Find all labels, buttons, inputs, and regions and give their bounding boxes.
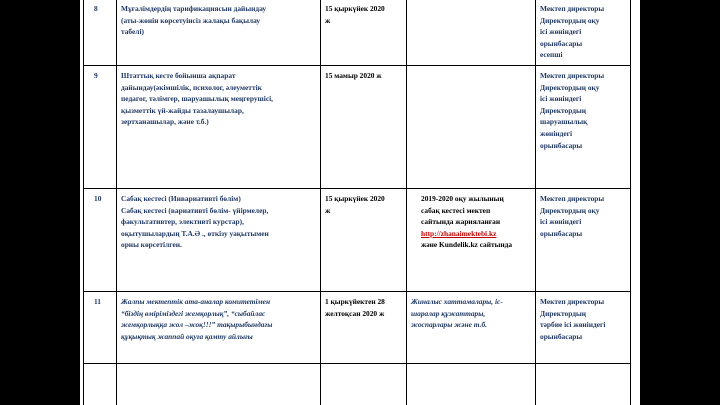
responsible-line: орынбасары	[540, 331, 583, 341]
task-cell	[117, 292, 321, 364]
responsible-cell	[536, 292, 631, 364]
task-line: орны көрсетілген.	[121, 240, 182, 250]
responsible-line: шаруашылық	[540, 117, 588, 127]
responsible-cell	[536, 189, 631, 292]
date-cell	[321, 66, 407, 189]
responsible-line: орынбасары	[540, 38, 583, 48]
responsible-line: ісі жөніндегі	[540, 27, 582, 37]
row-number: 10	[84, 189, 117, 292]
responsible-line: Мектеп директоры	[540, 4, 605, 13]
responsible-line: Директордың	[540, 105, 586, 115]
task-cell	[117, 66, 321, 189]
table-row	[84, 189, 631, 292]
result-cell	[407, 292, 536, 364]
task-line: оқытушылардың Т.А.Ә ., өткізу уақытымен	[121, 228, 269, 238]
task-line: факультативтер, элективті курстар),	[121, 217, 244, 227]
result-line: жоспарлары және т.б.	[411, 320, 487, 330]
task-line: педагог, тәлімгер, шаруашылық меңгерушісі,	[121, 94, 274, 104]
task-line: зертханашылар, және т.б.)	[121, 117, 209, 127]
row-number: 11	[84, 292, 117, 364]
result-line: 2019-2020 оқу жылының	[421, 194, 504, 203]
task-line: табелі)	[121, 27, 144, 37]
table-row	[84, 0, 631, 66]
date-line: желтоқсан 2020 ж	[325, 308, 385, 318]
responsible-line: есепші	[540, 50, 563, 60]
task-line: қызметтік үй-жайды тазалаушылар,	[121, 105, 244, 115]
responsible-line: жөніндегі	[540, 128, 573, 138]
responsible-line: тәрбие ісі жөніндегі	[540, 320, 606, 330]
empty-cell	[536, 364, 631, 405]
table-row	[84, 364, 631, 405]
date-line: 15 мамыр 2020 ж	[325, 71, 382, 80]
date-line: ж	[325, 15, 331, 25]
task-line: құқықтық жаппай оқуға қамту айлығы	[121, 331, 253, 341]
date-line: 15 қыркүйек 2020	[325, 194, 385, 203]
task-line: Жалпы мектептік ата-аналар комитетімен	[121, 297, 271, 306]
task-line: (аты-жөнін көрсетуінсіз жалақы бақылау	[121, 15, 261, 25]
responsible-line: ісі жөніндегі	[540, 217, 582, 227]
responsible-line: орынбасары	[540, 228, 583, 238]
empty-cell	[321, 364, 407, 405]
date-line: 15 қыркүйек 2020	[325, 4, 385, 13]
responsible-cell	[536, 66, 631, 189]
date-line: 1 қыркүйектен 28	[325, 297, 385, 306]
responsible-line: Мектеп директоры	[540, 71, 605, 80]
document-page	[80, 0, 640, 405]
empty-cell	[117, 364, 321, 405]
result-cell	[407, 189, 536, 292]
result-line: сабақ кестесі мектеп	[421, 205, 491, 215]
empty-cell	[407, 364, 536, 405]
responsible-line: Директордың	[540, 308, 586, 318]
responsible-line: Директордың оқу	[540, 82, 600, 92]
result-cell	[407, 0, 536, 66]
website-link[interactable]: http://zhanaimektebi.kz	[421, 228, 497, 238]
result-line: Жиналыс хаттамалары, іс-	[411, 297, 503, 306]
responsible-line: орынбасары	[540, 140, 583, 150]
date-cell	[321, 292, 407, 364]
result-line: және Kundelik.kz сайтында	[421, 240, 513, 250]
responsible-line: Директордың оқу	[540, 205, 600, 215]
task-line: жемқорлыққа жол –жоқ!!!” тақырыбындағы	[121, 320, 273, 330]
row-number: 9	[84, 66, 117, 189]
date-cell	[321, 189, 407, 292]
responsible-cell	[536, 0, 631, 66]
date-cell	[321, 0, 407, 66]
responsible-line: ісі жөніндегі	[540, 94, 582, 104]
task-line: дайындау(әкімшілік, психолог, әлеуметтік	[121, 82, 262, 92]
plan-table	[83, 0, 631, 405]
task-line: Сабақ кестесі (вариативті бөлім- үйірмелер,	[121, 205, 269, 215]
task-line: Сабақ кестесі (Инвариативті бөлім)	[121, 194, 241, 203]
task-cell	[117, 189, 321, 292]
responsible-line: Директордың оқу	[540, 15, 600, 25]
empty-cell	[84, 364, 117, 405]
task-line: Мұғалімдердің тарификациясын дайындау	[121, 4, 267, 13]
date-line: ж	[325, 205, 331, 215]
responsible-line: Мектеп директоры	[540, 297, 605, 306]
row-number: 8	[84, 0, 117, 66]
task-cell	[117, 0, 321, 66]
table-row	[84, 292, 631, 364]
task-line: “біздің өміріміздегі жемқорлық”, “сыбайлас	[121, 308, 266, 318]
task-line: Штаттық кесте бойынша ақпарат	[121, 71, 236, 80]
result-line: сайтында жарияланған	[421, 217, 501, 227]
table-row	[84, 66, 631, 189]
result-cell	[407, 66, 536, 189]
responsible-line: Мектеп директоры	[540, 194, 605, 203]
result-line: шаралар құжаттары,	[411, 308, 486, 318]
